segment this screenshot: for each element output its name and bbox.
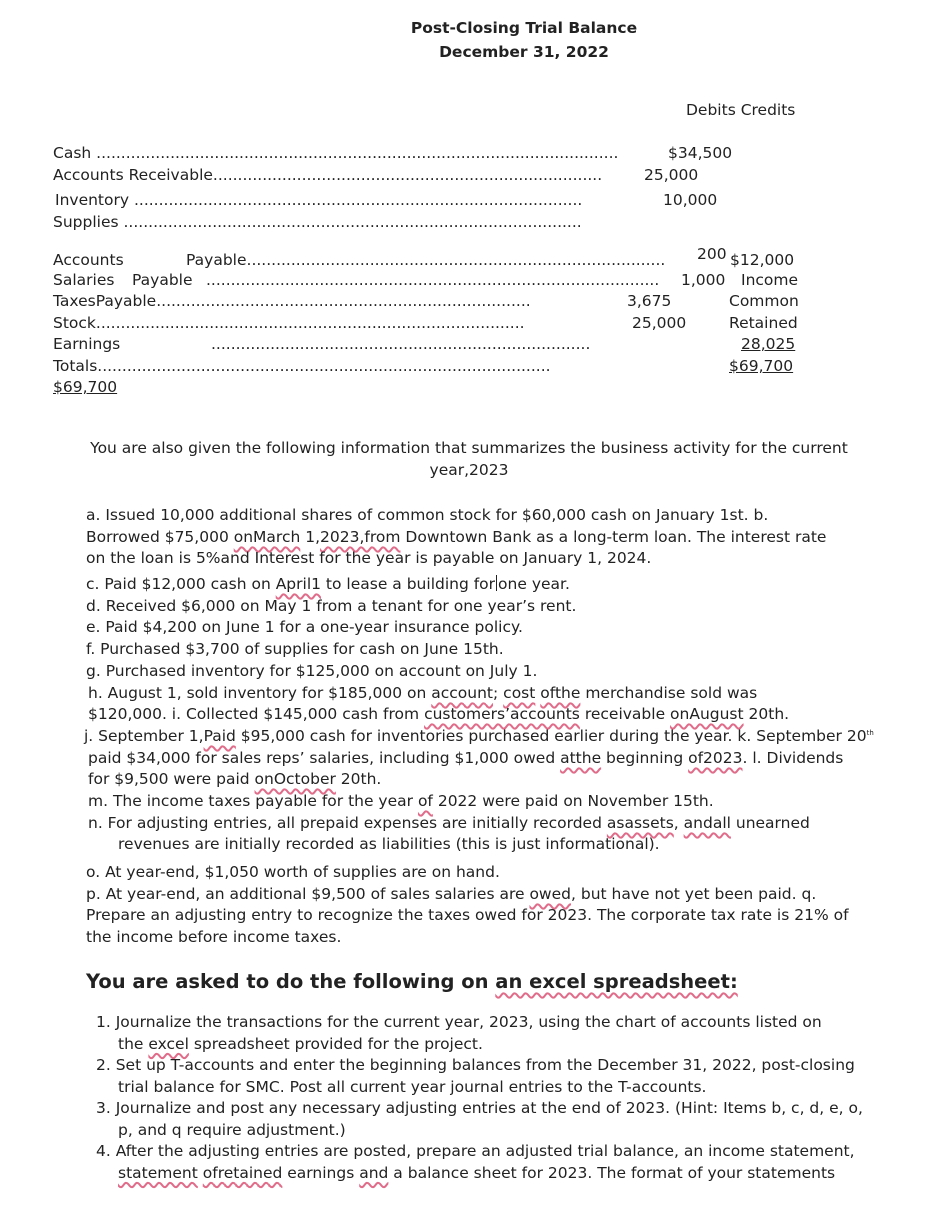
excel-heading-link: an excel spreadsheet: [495,970,738,993]
task-4: 4. After the adjusting entries are posted, prepare an adjusted trial balance, an income statement, statement ofretained earnings and a balance sheet for 2023. The format of your statements [96,1142,855,1182]
tb-ar-value: 25,000 [644,166,699,184]
txn-g: g. Purchased inventory for $125,000 on account on July 1. [86,662,538,680]
tb-ap-label-1: Accounts [53,251,124,269]
txn-e: e. Paid $4,200 on June 1 for a one-year insurance policy. [86,618,523,636]
tb-taxes-value: 3,675 [627,292,672,310]
tb-ap-value-b: $12,000 [730,251,795,269]
txn-b-line2: on the loan is 5%and Interest for the year is payable on January 1, 2024. [86,549,652,567]
document-date: December 31, 2022 [439,43,609,61]
txn-h-line2: $120,000. i. Collected $145,000 cash from customers’accounts receivable onAugust 20th. [88,705,790,723]
text-cursor [496,575,497,591]
txn-l-line: for $9,500 were paid onOctober 20th. [88,770,382,788]
tb-ar-label: Accounts Receivable............................................................................... [53,166,603,184]
tb-salaries-dots: ............................................................................................ [206,271,660,289]
document-title: Post-Closing Trial Balance [410,19,638,37]
txn-q-line1: Prepare an adjusting entry to recognize the taxes owed for 2023. The corporate tax rate is 21% of [86,906,849,924]
tb-ap-label-2: Payable..................................................................................... [186,251,666,269]
intro-line-2: year,2023 [429,461,509,479]
tb-stock-value: 25,000 [632,314,687,332]
tb-inventory-label: Inventory ........................................................................................... [55,191,583,209]
txn-c: c. Paid $12,000 cash on April1 to lease a building for one year. [86,575,570,593]
task-3: 3. Journalize and post any necessary adjusting entries at the end of 2023. (Hint: Items b, c, d, e, o, p, and q require adjustment.) [96,1099,863,1139]
tb-earnings-value: 28,025 [741,335,796,353]
tb-income-word: Income [741,271,799,289]
txn-h-line1: h. August 1, sold inventory for $185,000 on account; cost ofthe merchandise sold was [88,684,758,702]
tb-cash-label: Cash .......................................................................................................... [53,144,619,162]
tb-supplies-label: Supplies ............................................................................................. [53,213,582,231]
tb-earnings-dots: ............................................................................. [211,335,591,353]
txn-m: m. The income taxes payable for the year of 2022 were paid on November 15th. [88,792,714,810]
tb-ap-value-a: 200 [697,245,727,263]
txn-p-line1: p. At year-end, an additional $9,500 of sales salaries are owed, but have not yet been paid. q. [86,885,817,903]
tb-earnings-label: Earnings [53,335,121,353]
intro-line-1: You are also given the following information that summarizes the business activity for the current [90,439,848,457]
txn-q-line2: the income before income taxes. [86,928,342,946]
tb-totals-label: Totals............................................................................................ [53,357,551,375]
txn-b-line: Borrowed $75,000 onMarch 1,2023,from Downtown Bank as a long-term loan. The interest rate [86,528,827,546]
tb-salaries-label-2: Payable [132,271,193,289]
tb-common-word: Common [729,292,799,310]
tb-salaries-label-1: Salaries [53,271,115,289]
tb-inventory-value: 10,000 [663,191,718,209]
txn-n-line2: revenues are initially recorded as liabilities (this is just informational). [118,835,660,853]
tb-cash-value: $34,500 [668,144,733,162]
txn-a-line1: a. Issued 10,000 additional shares of common stock for $60,000 cash on January 1st. b. [86,506,769,524]
txn-j-line1: j. September 1,Paid $95,000 cash for inventories purchased earlier during the year. k. September 20th [84,727,874,745]
txn-o: o. At year-end, $1,050 worth of supplies are on hand. [86,863,500,881]
txn-f: f. Purchased $3,700 of supplies for cash on June 15th. [86,640,504,658]
task-list [86,1012,876,1184]
tb-taxes-label: TaxesPayable............................................................................ [53,292,531,310]
txn-k-line: paid $34,000 for sales reps’ salaries, including $1,000 owed atthe beginning of2023. l. Dividends [88,749,844,767]
txn-n-line1: n. For adjusting entries, all prepaid expenses are initially recorded asassets, andall unearned [88,814,810,832]
tb-totals-credit: $69,700 [729,357,794,375]
tb-stock-label: Stock....................................................................................... [53,314,525,332]
tb-totals-debit: $69,700 [53,378,118,396]
column-headers: Debits Credits [686,101,796,119]
excel-heading: You are asked to do the following on an excel spreadsheet: [86,970,738,993]
txn-d: d. Received $6,000 on May 1 from a tenant for one year’s rent. [86,597,577,615]
tb-retained-word: Retained [729,314,798,332]
tb-salaries-value: 1,000 [681,271,726,289]
task-1: 1. Journalize the transactions for the current year, 2023, using the chart of accounts listed on the excel spreadsheet provided for the project. [96,1013,822,1053]
task-2: 2. Set up T-accounts and enter the beginning balances from the December 31, 2022, post-closing trial balance for SMC. Post all current year journal entries to the T-accounts. [96,1056,855,1096]
